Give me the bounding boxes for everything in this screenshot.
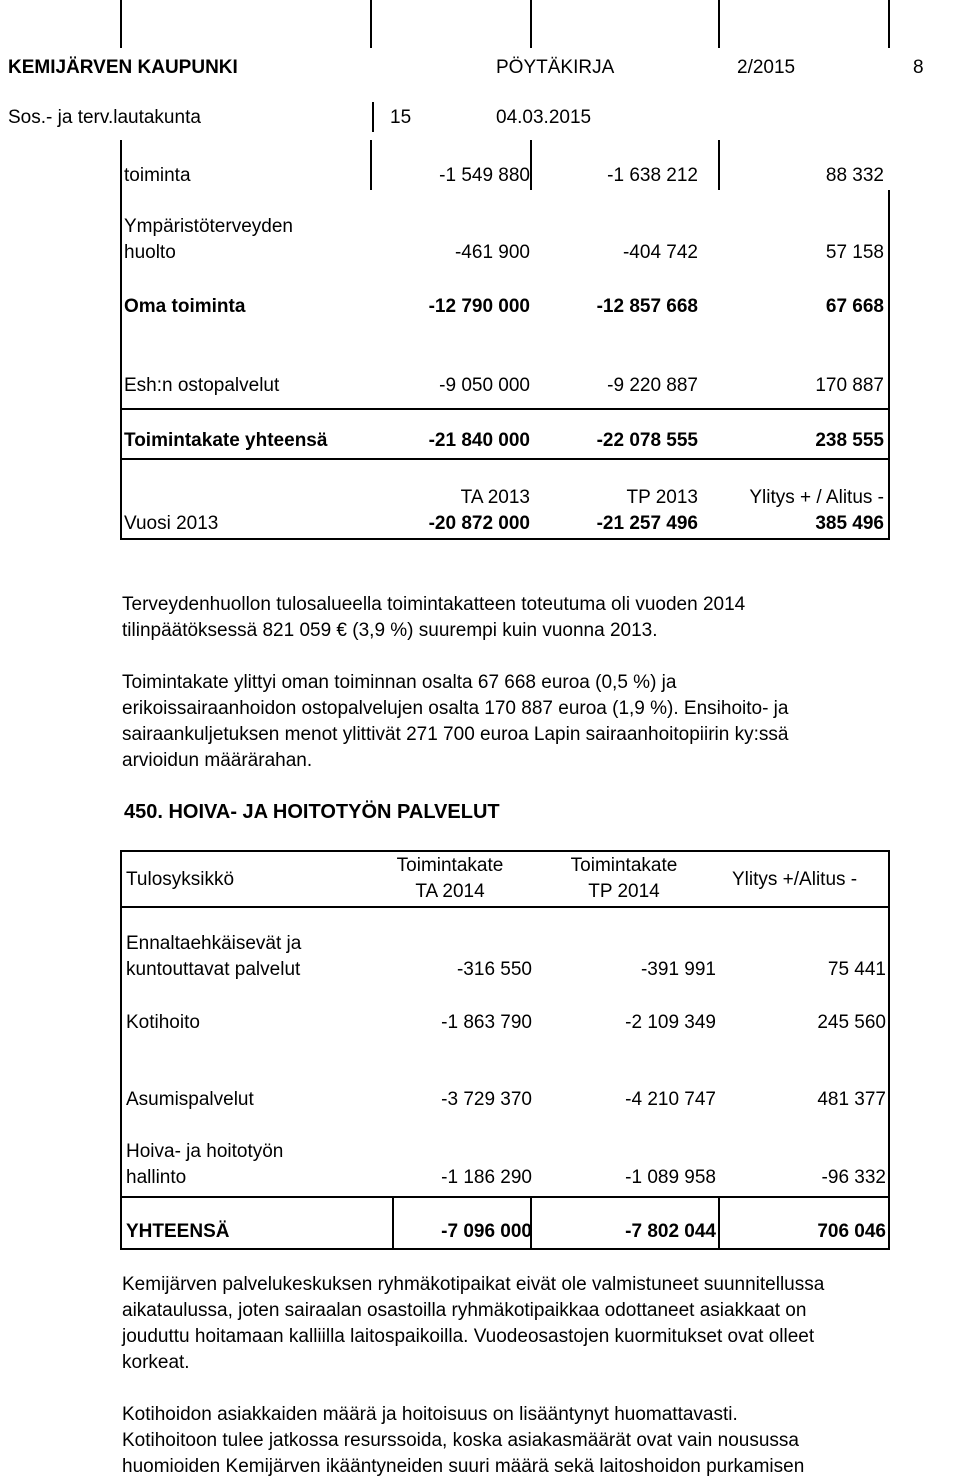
table-border	[370, 140, 372, 190]
tp-value: -1 638 212	[607, 165, 698, 186]
column-header: Toimintakate	[570, 855, 678, 876]
paragraph	[122, 1272, 952, 1376]
diff-value: 481 377	[817, 1089, 886, 1110]
ta-value: -316 550	[456, 959, 532, 980]
text-line: arvioidun määrärahan.	[122, 750, 313, 771]
table-border	[120, 850, 890, 852]
table-border	[888, 190, 890, 540]
paragraph	[122, 1402, 952, 1480]
table-border	[120, 140, 122, 540]
row-label: YHTEENSÄ	[126, 1221, 230, 1242]
ta-value: -1 863 790	[441, 1012, 532, 1033]
column-header: TP 2014	[588, 881, 660, 902]
table-border	[120, 538, 890, 540]
doc-number: 2/2015	[737, 57, 796, 78]
row-label: Ympäristöterveyden	[124, 216, 293, 237]
table-border	[718, 140, 720, 190]
header-divider	[888, 0, 890, 48]
row-label: Ennaltaehkäisevät ja	[126, 933, 302, 954]
paragraph	[122, 670, 952, 774]
tp-value: -9 220 887	[607, 375, 698, 396]
diff-value: 57 158	[825, 242, 884, 263]
column-header: TA 2014	[415, 881, 485, 902]
ta-value: -7 096 000	[441, 1221, 532, 1242]
text-line: Toimintakate ylittyi oman toiminnan osalta 67 668 euroa (0,5 %) ja	[122, 672, 677, 693]
doc-type: PÖYTÄKIRJA	[496, 57, 615, 78]
diff-value: 706 046	[817, 1221, 886, 1242]
tp-value: -391 991	[640, 959, 716, 980]
tp-value: -1 089 958	[625, 1167, 716, 1188]
column-header: Ylitys +/Alitus -	[732, 869, 858, 890]
row-label: kuntouttavat palvelut	[126, 959, 301, 980]
table-border	[392, 1196, 394, 1250]
ta-value: -461 900	[454, 242, 530, 263]
ta-value: -1 186 290	[441, 1167, 532, 1188]
ta-value: -12 790 000	[428, 296, 530, 317]
text-line: korkeat.	[122, 1352, 190, 1373]
tp-value: -21 257 496	[596, 513, 698, 534]
text-line: Kemijärven palvelukeskuksen ryhmäkotipaikat eivät ole valmistuneet suunnitellussa	[122, 1274, 825, 1295]
header-divider	[530, 0, 532, 48]
header-divider	[718, 0, 720, 48]
ta-value: -1 549 880	[439, 165, 530, 186]
ta-value: -3 729 370	[441, 1089, 532, 1110]
table-border	[120, 408, 890, 410]
text-line: Kotihoidon asiakkaiden määrä ja hoitoisuus on lisääntynyt huomattavasti.	[122, 1404, 738, 1425]
table-border	[120, 458, 890, 460]
diff-value: 170 887	[815, 375, 884, 396]
row-label: Esh:n ostopalvelut	[124, 375, 280, 396]
section-title: 450. HOIVA- JA HOITOTYÖN PALVELUT	[124, 801, 500, 823]
column-header: Toimintakate	[396, 855, 504, 876]
ta-value: -9 050 000	[439, 375, 530, 396]
table-border	[120, 850, 122, 1250]
text-line: aikataulussa, joten sairaalan osastoilla ryhmäkotipaikkaa odottaneet asiakkaat on	[122, 1300, 807, 1321]
table-border	[718, 1196, 720, 1250]
row-label: toiminta	[124, 165, 191, 186]
column-header: TP 2013	[626, 487, 698, 508]
header-divider	[372, 102, 374, 132]
column-header: TA 2013	[460, 487, 530, 508]
diff-value: 67 668	[825, 296, 884, 317]
page-number: 8	[913, 57, 924, 78]
diff-value: 385 496	[815, 513, 884, 534]
row-label: Toimintakate yhteensä	[124, 430, 328, 451]
column-header: Tulosyksikkö	[126, 869, 235, 890]
table-border	[120, 1196, 890, 1198]
text-line: jouduttu hoitamaan kalliilla laitospaikoilla. Vuodeosastojen kuormitukset ovat olleet	[122, 1326, 815, 1347]
table-border	[888, 850, 890, 1250]
paragraph	[122, 592, 952, 644]
tp-value: -404 742	[622, 242, 698, 263]
row-label: hallinto	[126, 1167, 187, 1188]
text-line: erikoissairaanhoidon ostopalvelujen osalta 170 887 euroa (1,9 %). Ensihoito- ja	[122, 698, 789, 719]
table-border	[120, 1248, 890, 1250]
table-border	[120, 906, 890, 908]
text-line: tilinpäätöksessä 821 059 € (3,9 %) suurempi kuin vuonna 2013.	[122, 620, 658, 641]
tp-value: -4 210 747	[625, 1089, 716, 1110]
meeting-date: 04.03.2015	[496, 107, 592, 128]
column-header: Ylitys + / Alitus -	[749, 487, 884, 508]
row-label: huolto	[124, 242, 176, 263]
org-name: KEMIJÄRVEN KAUPUNKI	[8, 57, 238, 78]
diff-value: 88 332	[825, 165, 884, 186]
header-divider	[120, 0, 122, 48]
tp-value: -7 802 044	[625, 1221, 716, 1242]
header-divider	[370, 0, 372, 48]
tp-value: -2 109 349	[625, 1012, 716, 1033]
diff-value: 245 560	[817, 1012, 886, 1033]
diff-value: 238 555	[815, 430, 884, 451]
text-line: sairaankuljetuksen menot ylittivät 271 700 euroa Lapin sairaanhoitopiirin ky:ssä	[122, 724, 789, 745]
row-label: Hoiva- ja hoitotyön	[126, 1141, 284, 1162]
tp-value: -22 078 555	[596, 430, 698, 451]
text-line: huomioiden Kemijärven ikääntyneiden suuri määrä sekä laitoshoidon purkamisen	[122, 1456, 805, 1477]
committee-name: Sos.- ja terv.lautakunta	[8, 107, 201, 128]
table-border	[530, 140, 532, 190]
diff-value: 75 441	[827, 959, 886, 980]
tp-value: -12 857 668	[596, 296, 698, 317]
row-label: Oma toiminta	[124, 296, 246, 317]
ta-value: -20 872 000	[428, 513, 530, 534]
text-line: Terveydenhuollon tulosalueella toimintakatteen toteutuma oli vuoden 2014	[122, 594, 746, 615]
diff-value: -96 332	[821, 1167, 886, 1188]
row-label: Kotihoito	[126, 1012, 200, 1033]
text-line: Kotihoitoon tulee jatkossa resurssoida, koska asiakasmäärät ovat vain nousussa	[122, 1430, 799, 1451]
row-label: Asumispalvelut	[126, 1089, 254, 1110]
ta-value: -21 840 000	[428, 430, 530, 451]
section-number: 15	[390, 107, 412, 128]
row-label: Vuosi 2013	[124, 513, 219, 534]
